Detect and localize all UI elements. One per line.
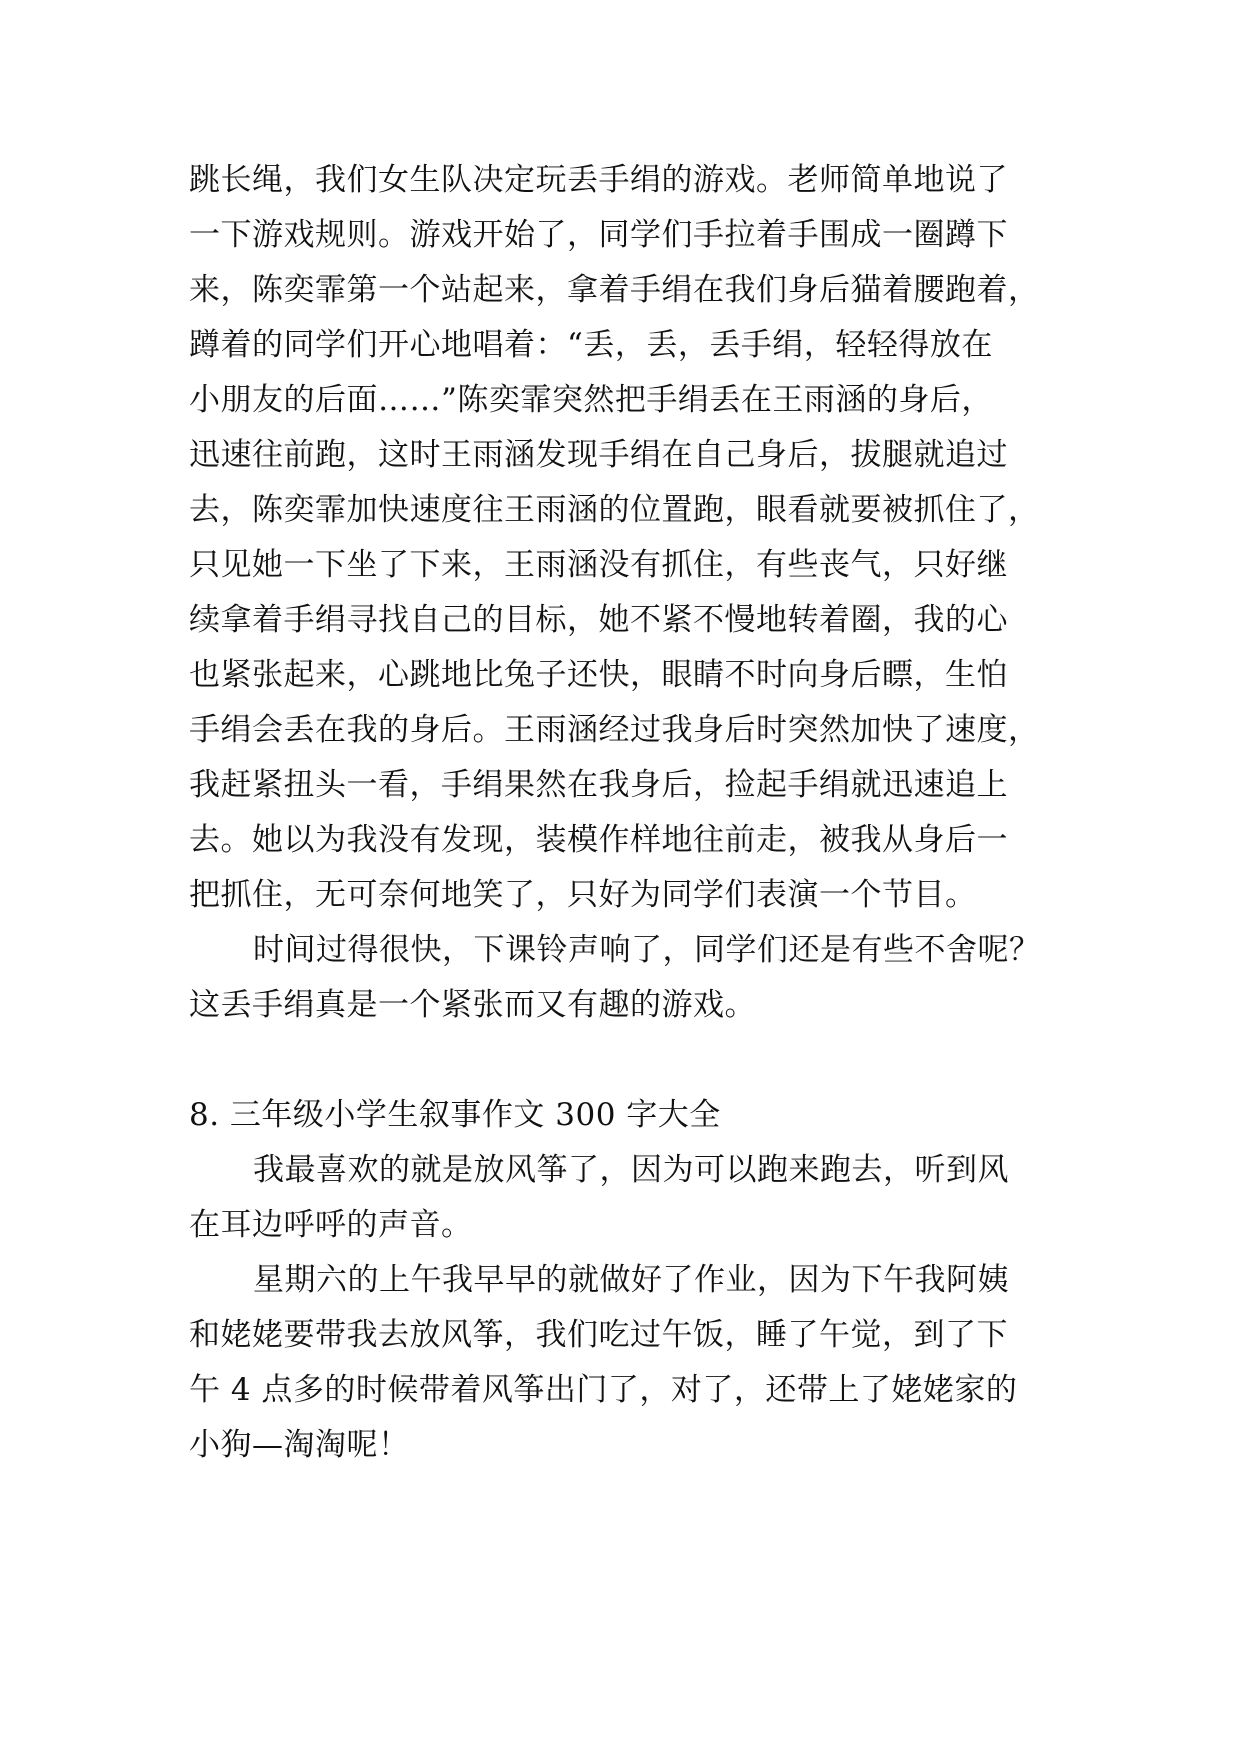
- body-line: 我赶紧扭头一看，手绢果然在我身后，捡起手绢就迅速追上: [189, 767, 1008, 803]
- body-line: 去。她以为我没有发现，装模作样地往前走，被我从身后一: [189, 822, 1008, 858]
- body-line: 也紧张起来，心跳地比兔子还快，眼睛不时向身后瞟，生怕: [189, 657, 1008, 693]
- section-title: 8. 三年级小学生叙事作文 300 字大全: [189, 1097, 721, 1133]
- body-line: 蹲着的同学们开心地唱着：“丢，丢，丢手绢，轻轻得放在: [189, 327, 993, 363]
- body-line: 跳长绳，我们女生队决定玩丢手绢的游戏。老师简单地说了: [189, 162, 1008, 198]
- paragraph-line: 午 4 点多的时候带着风筝出门了，对了，还带上了姥姥家的: [189, 1372, 1018, 1408]
- paragraph-line: 小狗—淘淘呢！: [189, 1427, 410, 1463]
- body-line: 把抓住，无可奈何地笑了，只好为同学们表演一个节目。: [189, 877, 977, 913]
- paragraph-line: 在耳边呼呼的声音。: [189, 1207, 473, 1243]
- body-line: 小朋友的后面……”陈奕霏突然把手绢丢在王雨涵的身后，: [189, 382, 993, 418]
- paragraph-line: 星期六的上午我早早的就做好了作业，因为下午我阿姨: [253, 1262, 1009, 1298]
- body-line: 去，陈奕霏加快速度往王雨涵的位置跑，眼看就要被抓住了，: [189, 492, 1040, 528]
- paragraph-line: 我最喜欢的就是放风筝了，因为可以跑来跑去，听到风: [253, 1152, 1009, 1188]
- body-line: 手绢会丢在我的身后。王雨涵经过我身后时突然加快了速度，: [189, 712, 1040, 748]
- closing-line: 时间过得很快，下课铃声响了，同学们还是有些不舍呢？: [253, 932, 1041, 968]
- paragraph-line: 和姥姥要带我去放风筝，我们吃过午饭，睡了午觉，到了下: [189, 1317, 1008, 1353]
- body-line: 续拿着手绢寻找自己的目标，她不紧不慢地转着圈，我的心: [189, 602, 1008, 638]
- body-line: 来，陈奕霏第一个站起来，拿着手绢在我们身后猫着腰跑着，: [189, 272, 1040, 308]
- body-line: 只见她一下坐了下来，王雨涵没有抓住，有些丧气，只好继: [189, 547, 1008, 583]
- body-line: 一下游戏规则。游戏开始了，同学们手拉着手围成一圈蹲下: [189, 217, 1008, 253]
- body-line: 迅速往前跑，这时王雨涵发现手绢在自己身后，拔腿就追过: [189, 437, 1008, 473]
- closing-line: 这丢手绢真是一个紧张而又有趣的游戏。: [189, 987, 756, 1023]
